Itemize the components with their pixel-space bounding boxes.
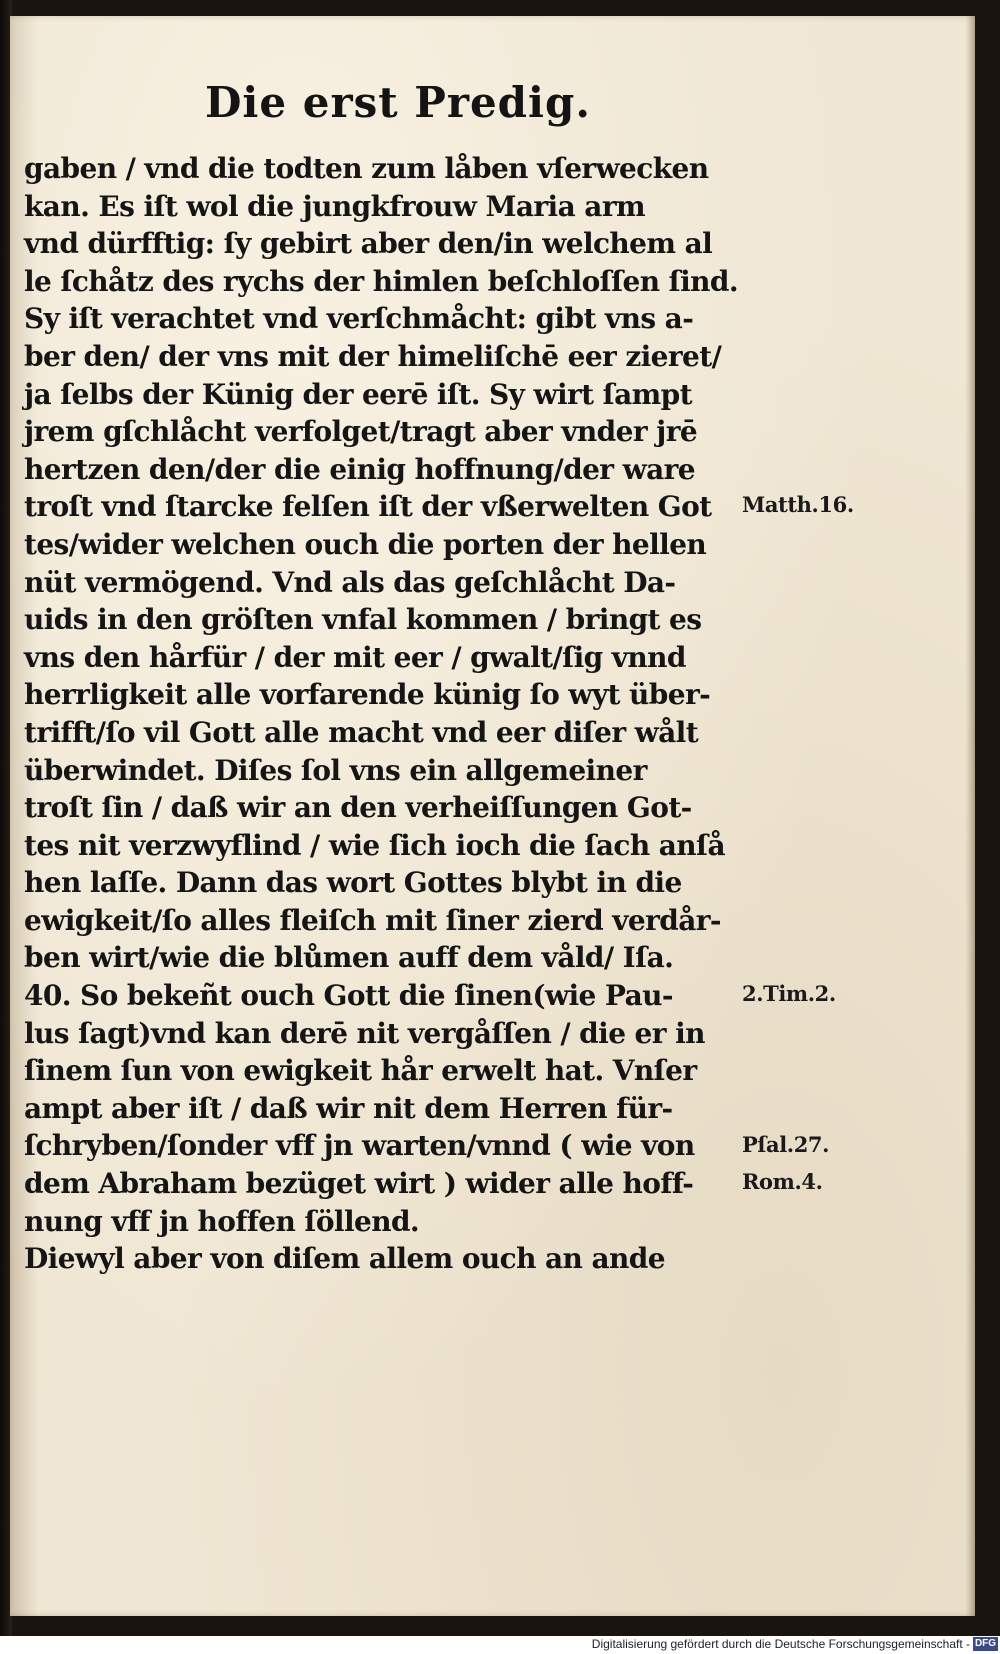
text-line: lus ſagt)vnd kan derē nit vergåſſen / die er in <box>24 1016 705 1050</box>
text-line: 40. So bekeñt ouch Gott die ſinen(wie Pau- <box>24 979 673 1013</box>
text-line: Sy iſt verachtet vnd verſchmåcht: gibt vns a- <box>24 302 694 336</box>
text-line: nung vff jn hoffen ſöllend. <box>24 1204 420 1238</box>
text-line: uids in den gröſten vnfal kommen / bringt es <box>24 603 702 637</box>
margin-note: Rom.4. <box>742 1169 823 1195</box>
text-line: troſt vnd ſtarcke felſen iſt der vßerwelten Got <box>24 490 712 524</box>
text-line: vns den hårfür / der mit eer / gwalt/ſig vnnd <box>24 640 686 674</box>
text-line: jrem gſchlåcht verfolget/tragt aber vnder jrē <box>24 415 698 449</box>
text-line: dem Abraham bezüget wirt ) wider alle hoff- <box>24 1167 694 1201</box>
text-line: ja ſelbs der Künig der eerē iſt. Sy wirt ſampt <box>24 377 692 411</box>
text-line: herrligkeit alle vorfarende künig ſo wyt über- <box>24 678 711 712</box>
text-line: vnd dürfftig: ſy gebirt aber den/in welchem al <box>24 227 713 261</box>
dfg-logo: DFG <box>974 1638 997 1649</box>
text-line: ſinem ſun von ewigkeit hår erwelt hat. Vnſer <box>24 1054 697 1088</box>
text-line: tes/wider welchen ouch die porten der hellen <box>24 527 707 561</box>
text-line: trifft/ſo vil Gott alle macht vnd eer diſer wålt <box>24 715 699 749</box>
text-line: ber den/ der vns mit der himeliſchē eer zieret/ <box>24 339 722 373</box>
margin-note: Pſal.27. <box>742 1131 830 1157</box>
text-line: Diewyl aber von diſem allem ouch an ande <box>24 1242 665 1276</box>
book-page <box>10 16 975 1616</box>
text-line: überwindet. Diſes ſol vns ein allgemeiner <box>24 753 647 787</box>
margin-note: Matth.16. <box>742 492 854 518</box>
body-text <box>24 150 739 1278</box>
page-edge-shadow <box>965 16 975 1616</box>
margin-note: 2.Tim.2. <box>742 981 836 1007</box>
text-line: ampt aber iſt / daß wir nit dem Herren für- <box>24 1091 673 1125</box>
text-line: gaben / vnd die todten zum låben vſerwecken <box>24 152 709 185</box>
text-line: kan. Es iſt wol die jungkfrouw Maria arm <box>24 189 645 223</box>
funding-note: Digitalisierung gefördert durch die Deutsche Forschungsgemeinschaft - <box>591 1637 970 1651</box>
text-line: hen laſſe. Dann das wort Gottes blybt in die <box>24 866 682 900</box>
text-line: troſt ſin / daß wir an den verheiſſungen Got- <box>24 791 692 825</box>
text-line: hertzen den/der die einig hoffnung/der ware <box>24 452 696 486</box>
text-line: ben wirt/wie die blůmen auff dem våld/ Iſa. <box>24 941 674 975</box>
running-head: Die erst Predig. <box>205 78 591 127</box>
text-line: tes nit verzwyflind / wie ſich ioch die ſach anſå <box>24 828 726 862</box>
text-line: ſchryben/ſonder vff jn warten/vnnd ( wie von <box>24 1129 695 1163</box>
text-line: ewigkeit/ſo alles fleiſch mit ſiner zierd verdår- <box>24 903 721 937</box>
footer-bar <box>0 1636 1000 1654</box>
text-line: nüt vermögend. Vnd als das geſchlåcht Da- <box>24 565 676 599</box>
text-line: le ſchåtz des rychs der himlen beſchloſſen ſind. <box>24 264 739 298</box>
